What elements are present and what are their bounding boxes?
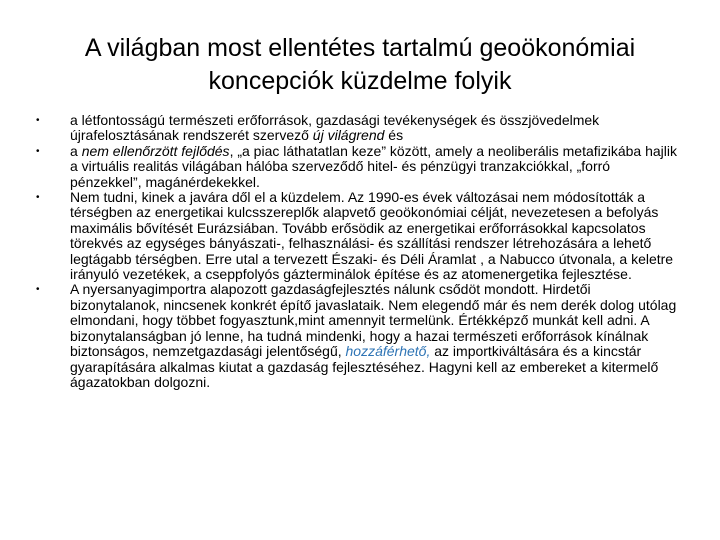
bullet-emphasis: új világrend: [312, 127, 385, 144]
bullet-item-1: [34, 113, 684, 144]
bullet-dot: •: [36, 284, 40, 296]
bullet-dot: •: [36, 192, 40, 204]
bullet-text: a létfontosságú természeti erőforrások, gazdasági tevékenységek és összjövedelmek újrafelosztásának rendszerét szervező: [70, 112, 600, 144]
bullet-dot: •: [36, 145, 40, 157]
bullet-text: Nem tudni, kinek a javára dől el a küzdelem. Az 1990-es évek változásai nem módosították a térségben az energetikai kulcsszereplők alapvető geoökonómiai célját, nevezetesen a befolyás maximális bővítését Eurázsiában. Tovább erősödik az energetikai erőforrásokkal kapcsolatos törekvés az egységes bányászati-, felhasználási- és szállítási rendszer létrehozására a lehető legtágabb térségben. Erre utal a tervezett Északi- és Déli Áramlat , a Nabucco útvonala, a keletre irányuló vezetékek, a cseppfolyós gázterminálok építése és az atomenergetika fejlesztése.: [70, 189, 674, 283]
bullet-list: [34, 113, 684, 390]
hyperlink-text[interactable]: hozzáférhető,: [345, 343, 431, 360]
bullet-text: A nyersanyagimportra alapozott gazdaságfejlesztés nálunk csődöt mondott. Hirdetői bizonytalanok, nincsenek konkrét építő javaslataik. Nem elegendő már és nem derék dolog utólag elmondani, hogy többet fogyasztunk,mint amennyit termelünk. Értékképző munkát kell adni. A bizonytalanságban jó lenne, ha tudná mindenki, hogy a hazai természeti erőforrások kínálnak biztonságos, nemzetgazdasági jelentőségű,: [70, 281, 677, 360]
slide-title: [40, 32, 680, 98]
bullet-item-4: [34, 282, 684, 390]
bullet-item-2: [34, 144, 684, 190]
bullet-dot: •: [36, 115, 40, 126]
title-line-2: koncepciók küzdelme folyik: [208, 67, 512, 95]
bullet-text: az importkiváltására és a kincstár gyarapítására alkalmas kiutat a gazdaság fejlesztéséhez. Hagyni kell az embereket a kitermelő ágazatokban dolgozni.: [70, 343, 659, 390]
bullet-emphasis: nem ellenőrzött fejlődés: [81, 142, 230, 159]
bullet-text: a: [70, 142, 82, 159]
bullet-text: és: [384, 127, 404, 144]
bullet-item-3: [34, 190, 684, 282]
bullet-text: , „a piac láthatatlan keze” között, amely a neoliberális metafizikába hajlik a virtuális realitás világában hálóba szerveződő hitel- és pénzügyi tranzakciókkal, „forró pénzekkel”, magánérdekekkel.: [70, 142, 678, 190]
title-line-1: A világban most ellentétes tartalmú geoökonómiai: [84, 34, 636, 62]
